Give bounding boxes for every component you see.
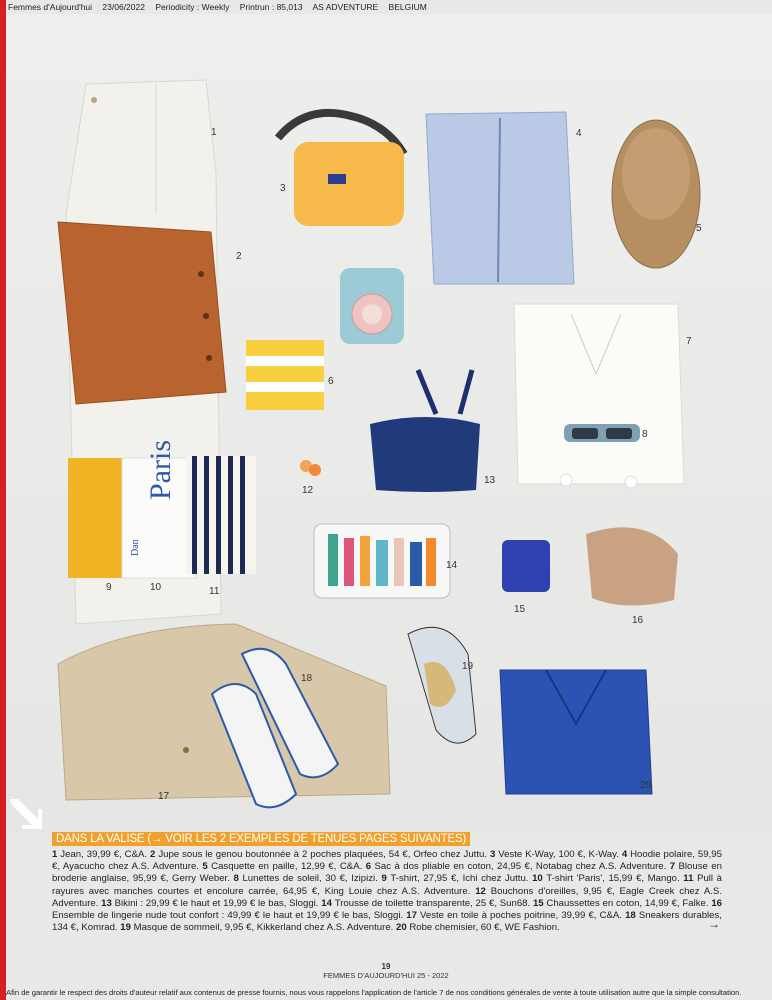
caption-item-number: 11 [683, 873, 698, 885]
earplugs [300, 460, 321, 476]
country: BELGIUM [388, 2, 427, 12]
caption-item-number: 6 [365, 861, 375, 873]
item-number-5: 5 [696, 223, 702, 234]
caption-item-number: 13 [101, 897, 115, 909]
caption-item-number: 9 [381, 873, 391, 885]
caption-item-number: 12 [475, 885, 491, 897]
white-blouse [514, 304, 684, 488]
item-number-4: 4 [576, 128, 582, 139]
caption-item-text: Jupe sous le genou boutonnée à 2 poches plaquées, 54 €, Orfeo chez Juttu. [158, 849, 490, 860]
caption-item-text: Bikini : 29,99 € le haut et 19,99 € le bas, Sloggi. [114, 897, 322, 909]
caption-item-number: 14 [321, 897, 335, 909]
item-number-6: 6 [328, 376, 334, 387]
client-name: AS ADVENTURE [312, 2, 379, 12]
caption-item-text: Robe chemisier, 60 €, WE Fashion. [409, 922, 560, 934]
caption-item-number: 7 [669, 861, 679, 873]
page-footer-line: FEMMES D'AUJOURD'HUI 25 - 2022 [323, 971, 449, 980]
copyright-disclaimer: Afin de garantir le respect des droits d'auteur relatif aux contenus de presse fournis, nous vous rappelons l'application de l'article 7 de nos conditions générales de vente à toute utilisation autre que la simple consultation. [6, 988, 742, 997]
bikini-top [370, 370, 480, 492]
paris-print: Paris [144, 440, 177, 500]
decorative-arrow-icon [8, 795, 42, 829]
item-number-16: 16 [632, 615, 644, 626]
caption-item-text: Veste en toile à poches poitrine, 39,99 €, C&A. [420, 910, 626, 922]
flatlay-illustration [6, 14, 772, 834]
caption-item-number: 10 [532, 873, 547, 885]
flatlay-photo [6, 14, 772, 834]
item-number-20: 20 [640, 780, 652, 791]
page-number: 19 [381, 962, 391, 971]
blue-socks [502, 540, 550, 592]
caption-item-text: Veste K-Way, 100 €, K-Way. [498, 849, 622, 860]
caption-item-text: T-shirt 'Paris', 15,99 €, Mango. [546, 873, 684, 885]
striped-bag [246, 340, 324, 410]
caption-item-number: 2 [150, 849, 159, 860]
item-number-2: 2 [236, 251, 242, 262]
caption-item-text: Sneakers durables, 134 €, Komrad. [52, 910, 722, 934]
item-number-19: 19 [462, 661, 474, 672]
caption-item-text: Ensemble de lingerie nude tout confort : 49,99 € le haut et 19,99 € le bas, Sloggi. [52, 910, 407, 922]
caption-item-number: 5 [202, 861, 212, 873]
caption-item-text: T-shirt, 27,95 €, Ichi chez Juttu. [390, 873, 533, 885]
continue-arrow-icon: → [708, 917, 720, 931]
caption-item-number: 4 [621, 849, 631, 860]
caption-title: DANS LA VALISE (→ VOIR LES 2 EXEMPLES DE TENUES PAGES SUIVANTES) [52, 832, 470, 846]
caption-item-text: Hoodie polaire, 59,95 €, Ayacucho chez A.S. Adventure. [52, 849, 722, 873]
caption-item-number: 1 [52, 849, 61, 860]
sunglasses [564, 424, 640, 442]
caption-item-number: 8 [233, 873, 243, 885]
caption-item-number: 16 [711, 897, 722, 909]
caption-item-text: Jean, 39,99 €, C&A. [60, 849, 151, 860]
caption-item-text: Pull à rayures avec manches courtes et encolure carrée, 64,95 €, King Louie chez A.S. Adventure. [52, 873, 723, 897]
item-number-3: 3 [280, 183, 286, 194]
caption-item-text: Masque de sommeil, 9,95 €, Kikkerland chez A.S. Adventure. [133, 922, 396, 934]
paris-small-print: Dan [130, 539, 141, 556]
press-header [8, 2, 435, 12]
caption-item-text: Sac à dos pliable en coton, 24,95 €, Notabag chez A.S. Adventure. [374, 861, 670, 873]
item-number-7: 7 [686, 336, 692, 347]
striped-pullover [186, 456, 256, 574]
caption-body [52, 849, 722, 934]
item-number-8: 8 [642, 429, 648, 440]
item-number-12: 12 [302, 485, 314, 496]
kway-pouch [278, 113, 404, 226]
sleeping-mask [408, 627, 476, 743]
caption-item-number: 19 [120, 922, 134, 934]
item-number-9: 9 [106, 582, 112, 593]
rust-skirt [58, 222, 226, 404]
blue-shirtdress [500, 670, 652, 794]
caption-item-text: Trousse de toilette transparente, 25 €, Sun68. [334, 897, 533, 909]
periodicity: Periodicity : Weekly [155, 2, 230, 12]
item-number-11: 11 [209, 586, 220, 597]
item-number-15: 15 [514, 604, 526, 615]
caption-item-text: Bouchons d'oreilles, 9,95 €, Eagle Creek chez A.S. Adventure. [52, 885, 722, 909]
straw-cap [612, 120, 700, 268]
caption-item-number: 15 [532, 897, 547, 909]
caption-block [52, 829, 722, 934]
item-number-18: 18 [301, 673, 313, 684]
toiletry-pouch [314, 524, 450, 598]
item-number-14: 14 [446, 560, 458, 571]
instant-camera [340, 268, 404, 344]
caption-item-text: Chaussettes en coton, 14,99 €, Falke. [546, 897, 712, 909]
caption-item-text: Blouse en broderie anglaise, 95,99 €, Gerry Weber. [52, 861, 722, 885]
caption-item-text: Lunettes de soleil, 30 €, Izipizi. [242, 873, 382, 885]
caption-item-number: 20 [395, 922, 410, 934]
caption-item-number: 3 [489, 849, 499, 860]
printrun: Printrun : 85,013 [239, 2, 303, 12]
striped-hoodie [426, 112, 574, 284]
item-number-17: 17 [158, 791, 170, 802]
publication-name: Femmes d'Aujourd'hui [8, 2, 93, 12]
publication-date: 23/06/2022 [102, 2, 145, 12]
item-number-1: 1 [211, 127, 217, 138]
nude-lingerie [586, 527, 678, 605]
caption-item-number: 17 [406, 910, 421, 922]
caption-item-number: 18 [625, 910, 639, 922]
item-number-13: 13 [484, 475, 496, 486]
item-number-10: 10 [150, 582, 162, 593]
caption-item-text: Casquette en paille, 12,99 €, C&A. [211, 861, 366, 873]
